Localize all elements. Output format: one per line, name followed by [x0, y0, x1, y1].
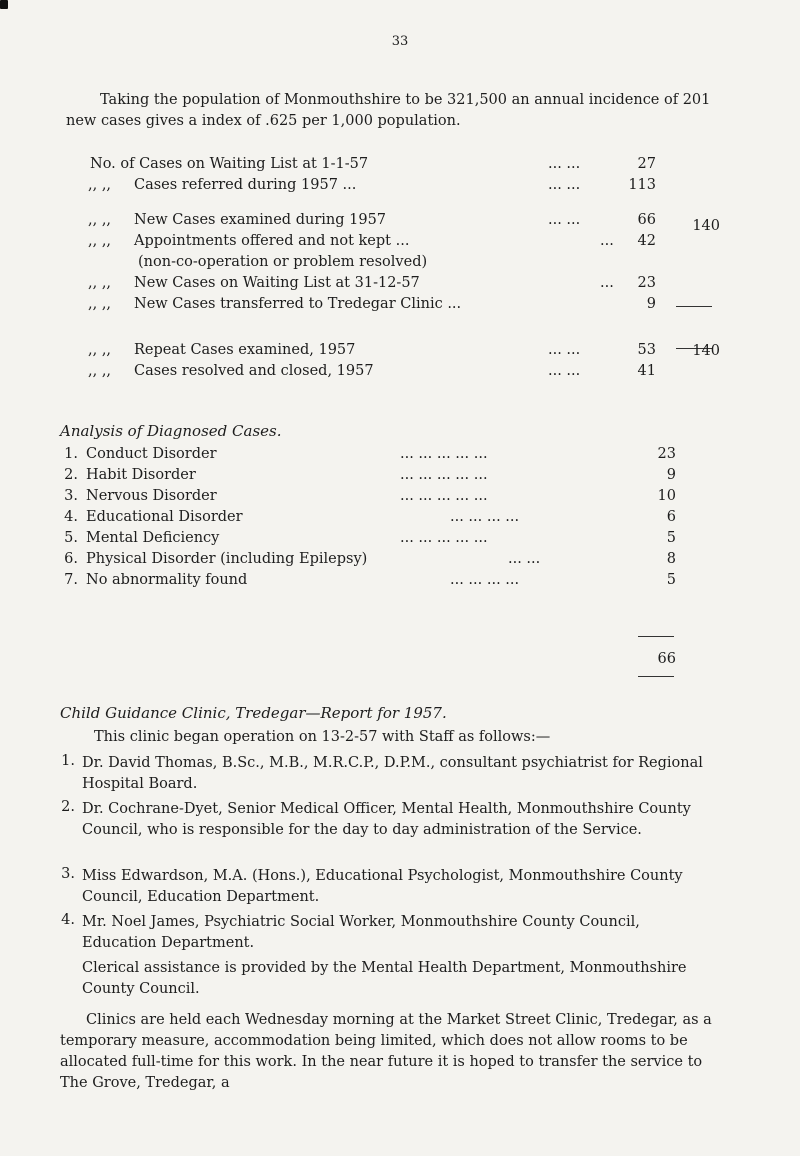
staff-item: Dr. David Thomas, B.Sc., M.B., M.R.C.P., D.P.M., consultant psychiatrist for Regional Hospital Board.	[82, 755, 703, 792]
clerical-note: Clerical assistance is provided by the Mental Health Department, Monmouthshire County Council.	[82, 960, 687, 997]
ditto-prefix: ,, ,,	[88, 275, 112, 291]
dot-leader: ...	[600, 233, 614, 249]
corner-mark	[0, 0, 8, 9]
closing-paragraph: Clinics are held each Wednesday morning at the Market Street Clinic, Tredegar, as a temporary measure, accommodation being limited, which does not allow rooms to be allocated full-time for this work. In the near future it is hoped to transfer the service to The Grove, Tredegar, a	[60, 1012, 712, 1091]
dot-leader: ... ...	[548, 156, 581, 172]
diagnosis-label: Habit Disorder	[86, 467, 196, 483]
stat-value: 27	[637, 156, 656, 172]
diagnosis-value: 8	[666, 551, 676, 567]
staff-item: Mr. Noel James, Psychiatric Social Worker, Monmouthshire County Council, Education Department.	[82, 914, 640, 951]
stat-label: Appointments offered and not kept ...	[134, 233, 410, 249]
stat-label: Cases resolved and closed, 1957	[134, 363, 374, 379]
diagnosis-number: 4.	[64, 509, 78, 525]
stat-value: 113	[628, 177, 656, 193]
total-rule	[638, 636, 674, 637]
diagnosis-number: 1.	[64, 446, 78, 462]
dot-leader: ... ... ... ...	[450, 572, 520, 588]
staff-number: 4.	[61, 912, 75, 928]
diagnosis-label: No abnormality found	[86, 572, 248, 588]
dot-leader: ... ... ... ... ...	[400, 530, 488, 546]
stat-value: 66	[637, 212, 656, 228]
ditto-prefix: ,, ,,	[88, 296, 112, 312]
dot-leader: ... ...	[548, 342, 581, 358]
ditto-prefix: ,, ,,	[88, 177, 112, 193]
stat-label: Cases referred during 1957 ...	[134, 177, 357, 193]
ditto-prefix: ,, ,,	[88, 342, 112, 358]
stat-label: New Cases transferred to Tredegar Clinic ...	[134, 296, 462, 312]
diagnosis-number: 7.	[64, 572, 78, 588]
analysis-heading: Analysis of Diagnosed Cases.	[60, 422, 282, 440]
diagnosis-label: Nervous Disorder	[86, 488, 217, 504]
stat-value: 41	[637, 363, 656, 379]
dot-leader: ... ...	[548, 177, 581, 193]
diagnosis-value: 9	[666, 467, 676, 483]
ditto-prefix: ,, ,,	[88, 363, 112, 379]
diagnosis-label: Educational Disorder	[86, 509, 243, 525]
dot-leader: ... ... ... ...	[450, 509, 520, 525]
diagnosis-number: 5.	[64, 530, 78, 546]
ditto-prefix: ,, ,,	[88, 212, 112, 228]
clinic-heading: Child Guidance Clinic, Tredegar—Report for 1957.	[60, 704, 447, 722]
ditto-prefix: ,, ,,	[88, 233, 112, 249]
diagnoses-total: 66	[657, 651, 676, 667]
staff-item: Miss Edwardson, M.A. (Hons.), Educational Psychologist, Monmouthshire County Council, Education Department.	[82, 868, 683, 905]
diagnosis-value: 5	[666, 530, 676, 546]
stats-total: 140	[692, 218, 720, 234]
stat-label: New Cases examined during 1957	[134, 212, 387, 228]
diagnosis-number: 3.	[64, 488, 78, 504]
diagnosis-label: Conduct Disorder	[86, 446, 217, 462]
diagnosis-value: 5	[666, 572, 676, 588]
stat-value: 23	[637, 275, 656, 291]
stat-label: Repeat Cases examined, 1957	[134, 342, 356, 358]
dot-leader: ... ...	[508, 551, 541, 567]
stat-value: 9	[646, 296, 656, 312]
stat-value: 42	[637, 233, 656, 249]
stat-label: New Cases on Waiting List at 31-12-57	[134, 275, 420, 291]
dot-leader: ... ... ... ... ...	[400, 488, 488, 504]
stat-label: (non-co-operation or problem resolved)	[138, 254, 428, 270]
dot-leader: ... ... ... ... ...	[400, 446, 488, 462]
page-number: 33	[391, 34, 409, 49]
dot-leader: ... ... ... ... ...	[400, 467, 488, 483]
diagnosis-number: 2.	[64, 467, 78, 483]
dot-leader: ...	[600, 275, 614, 291]
staff-number: 1.	[61, 753, 75, 769]
dot-leader: ... ...	[548, 363, 581, 379]
diagnosis-value: 6	[666, 509, 676, 525]
diagnosis-value: 23	[657, 446, 676, 462]
stat-label: No. of Cases on Waiting List at 1-1-57	[90, 156, 369, 172]
staff-number: 3.	[61, 866, 75, 882]
diagnosis-label: Physical Disorder (including Epilepsy)	[86, 551, 368, 567]
diagnosis-value: 10	[657, 488, 676, 504]
dot-leader: ... ...	[548, 212, 581, 228]
diagnosis-label: Mental Deficiency	[86, 530, 220, 546]
stats-total: 140	[692, 343, 720, 359]
intro-paragraph: Taking the population of Monmouthshire to be 321,500 an annual incidence of 201 new cases gives a index of .625 per 1,000 population.	[66, 92, 711, 129]
diagnosis-number: 6.	[64, 551, 78, 567]
stat-value: 53	[637, 342, 656, 358]
total-rule	[638, 676, 674, 677]
clinic-intro: This clinic began operation on 13-2-57 with Staff as follows:—	[94, 729, 551, 745]
staff-item: Dr. Cochrane-Dyet, Senior Medical Officer, Mental Health, Monmouthshire County Council, who is responsible for the day to day administration of the Service.	[82, 801, 691, 838]
total-rule	[676, 306, 712, 307]
staff-number: 2.	[61, 799, 75, 815]
